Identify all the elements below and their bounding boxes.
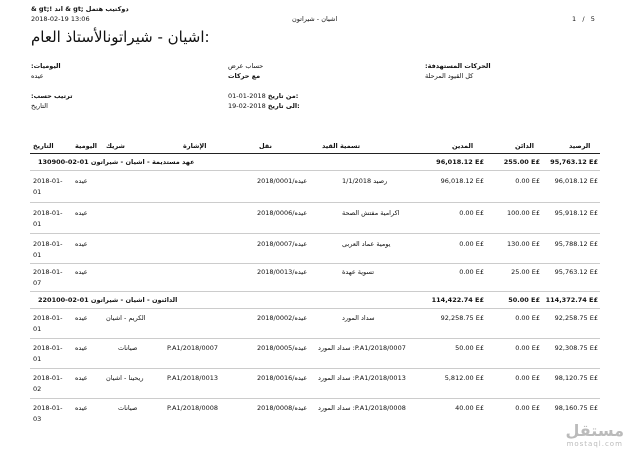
group-1-balance: 95,763.12 E£ [550, 158, 598, 166]
show-label: حساب عرض [228, 62, 264, 70]
date-from-label: من تاريخ: [267, 92, 299, 100]
print-header-center: اشيان - شيراتون [292, 15, 338, 23]
date-to-label: الى تاريخ: [267, 102, 300, 110]
row-date: 2018-01- [33, 209, 63, 217]
row-date-day: 02 [33, 385, 42, 393]
row-credit: 0.00 E£ [515, 404, 540, 412]
col-journal: اليومية [75, 142, 98, 150]
row-debit: 50.00 E£ [455, 344, 484, 352]
row-divider [30, 170, 600, 171]
row-divider [30, 338, 600, 339]
row-debit: 92,258.75 E£ [440, 314, 484, 322]
group-1-name: 130900-02-01 عهد مستديمة - اشيان - شيراتون [38, 158, 195, 166]
row-journal: عيده [75, 209, 88, 217]
col-debit: المدين [452, 142, 474, 150]
journals-label: :اليوميات [31, 62, 61, 70]
group-1-credit: 255.00 E£ [503, 158, 540, 166]
row-move: عيده/2018/0008 [257, 404, 308, 412]
row-debit: 5,812.00 E£ [444, 374, 484, 382]
group-2-balance: 114,372.74 E£ [545, 296, 598, 304]
row-balance: 95,918.12 E£ [554, 209, 598, 217]
row-ref: P.A1/2018/0007 [167, 344, 219, 352]
row-partner: صيانات [118, 404, 138, 412]
target-moves-value: كل القيود المرحلة [425, 72, 474, 80]
row-date: 2018-01- [33, 240, 63, 248]
date-to-value: 19-02-2018 [228, 102, 266, 110]
watermark-logo [565, 421, 624, 448]
date-from [228, 92, 298, 100]
row-label: سداد المورد :P.A1/2018/0008 [318, 404, 406, 412]
row-date-day: 01 [33, 355, 42, 363]
row-label: تسوية عهدة [342, 268, 375, 276]
col-partner: شريك [106, 142, 125, 150]
col-move: نقل [259, 142, 272, 150]
row-credit: 0.00 E£ [515, 177, 540, 185]
row-balance: 96,018.12 E£ [554, 177, 598, 185]
row-balance: 95,763.12 E£ [554, 268, 598, 276]
row-label: سداد المورد :P.A1/2018/0007 [318, 344, 406, 352]
page-total: 5 [590, 15, 595, 23]
row-journal: عيده [75, 404, 88, 412]
sort-value: التاريخ [31, 102, 48, 110]
row-divider [30, 291, 600, 292]
page-separator: / [582, 15, 585, 23]
watermark-latin: mostaql.com [566, 440, 623, 448]
row-date-day: 01 [33, 325, 42, 333]
page-counter [572, 15, 595, 23]
journals-value: عيده [31, 72, 44, 80]
row-credit: 0.00 E£ [515, 374, 540, 382]
row-ref: P.A1/2018/0013 [167, 374, 219, 382]
row-date: 2018-01- [33, 314, 63, 322]
row-credit: 0.00 E£ [515, 314, 540, 322]
row-label: رصيد 1/1/2018 [342, 177, 388, 185]
report-title: اشيان - شيراتونالأستاذ العام: [31, 28, 210, 46]
row-partner: صيانات [118, 344, 138, 352]
col-balance: الرصيد [569, 142, 591, 150]
row-move: عيده/2018/0002 [257, 314, 308, 322]
row-date: 2018-01- [33, 344, 63, 352]
show-value: مع حركات [228, 72, 261, 80]
row-debit: 0.00 E£ [459, 240, 484, 248]
row-balance: 92,308.75 E£ [554, 344, 598, 352]
row-divider [30, 308, 600, 309]
header-rule [30, 153, 600, 154]
watermark-arabic: مستقل [565, 421, 624, 440]
row-journal: عيده [75, 268, 88, 276]
group-2-debit: 114,422.74 E£ [431, 296, 484, 304]
row-move: عيده/2018/0005 [257, 344, 308, 352]
group-1-debit: 96,018.12 E£ [436, 158, 484, 166]
row-credit: 0.00 E£ [515, 344, 540, 352]
col-date: التاريخ [33, 142, 54, 150]
row-date-day: 01 [33, 220, 42, 228]
row-label: اكرامية مفتش الصحة [342, 209, 400, 217]
row-balance: 98,120.75 E£ [554, 374, 598, 382]
row-date-day: 07 [33, 279, 42, 287]
col-credit: الدائن [515, 142, 534, 150]
group-2-name: 220100-02-01 الدائنون - اشيان - شيراتون [38, 296, 178, 304]
row-move: عيده/2018/0001 [257, 177, 308, 185]
group-2-credit: 50.00 E£ [508, 296, 540, 304]
row-debit: 0.00 E£ [459, 209, 484, 217]
row-partner: ريحينا - اشيان [106, 374, 144, 382]
row-debit: 40.00 E£ [455, 404, 484, 412]
row-ref: P.A1/2018/0008 [167, 404, 219, 412]
row-date-day: 01 [33, 251, 42, 259]
row-date-day: 03 [33, 415, 42, 423]
row-journal: عيده [75, 344, 88, 352]
row-date: 2018-01- [33, 177, 63, 185]
row-journal: عيده [75, 374, 88, 382]
row-divider [30, 263, 600, 264]
row-journal: عيده [75, 240, 88, 248]
row-debit: 96,018.12 E£ [440, 177, 484, 185]
row-divider [30, 233, 600, 234]
row-move: عيده/2018/0006 [257, 209, 308, 217]
date-from-value: 01-01-2018 [228, 92, 266, 100]
row-divider [30, 202, 600, 203]
row-date: 2018-01- [33, 268, 63, 276]
browser-header-title: & gt;! اند & gt; دوكتيب هتمل [31, 5, 129, 13]
page-current: 1 [572, 15, 577, 23]
row-move: عيده/2018/0007 [257, 240, 308, 248]
row-balance: 95,788.12 E£ [554, 240, 598, 248]
print-datetime: 2018-02-19 13:06 [31, 15, 90, 23]
row-move: عيده/2018/0016 [257, 374, 308, 382]
row-label: سداد المورد [342, 314, 375, 322]
row-move: عيده/2018/0013 [257, 268, 308, 276]
row-date: 2018-01- [33, 404, 63, 412]
row-date-day: 01 [33, 188, 42, 196]
row-credit: 130.00 E£ [506, 240, 540, 248]
row-divider [30, 398, 600, 399]
row-debit: 0.00 E£ [459, 268, 484, 276]
row-credit: 100.00 E£ [506, 209, 540, 217]
row-journal: عيده [75, 314, 88, 322]
row-partner: الكريم - اشيان [106, 314, 146, 322]
target-moves-label: :الحركات المستهدفة [425, 62, 491, 70]
row-balance: 92,258.75 E£ [554, 314, 598, 322]
row-balance: 98,160.75 E£ [554, 404, 598, 412]
col-ref: الإشارة [183, 142, 207, 150]
row-divider [30, 368, 600, 369]
row-label: يومية عماد العربى [342, 240, 391, 248]
row-journal: عيده [75, 177, 88, 185]
col-label: تسمية القيد [322, 142, 361, 150]
sort-label: :ترتيب حسب [31, 92, 73, 100]
row-date: 2018-01- [33, 374, 63, 382]
row-credit: 25.00 E£ [511, 268, 540, 276]
row-label: سداد المورد :P.A1/2018/0013 [318, 374, 406, 382]
date-to [228, 102, 300, 110]
